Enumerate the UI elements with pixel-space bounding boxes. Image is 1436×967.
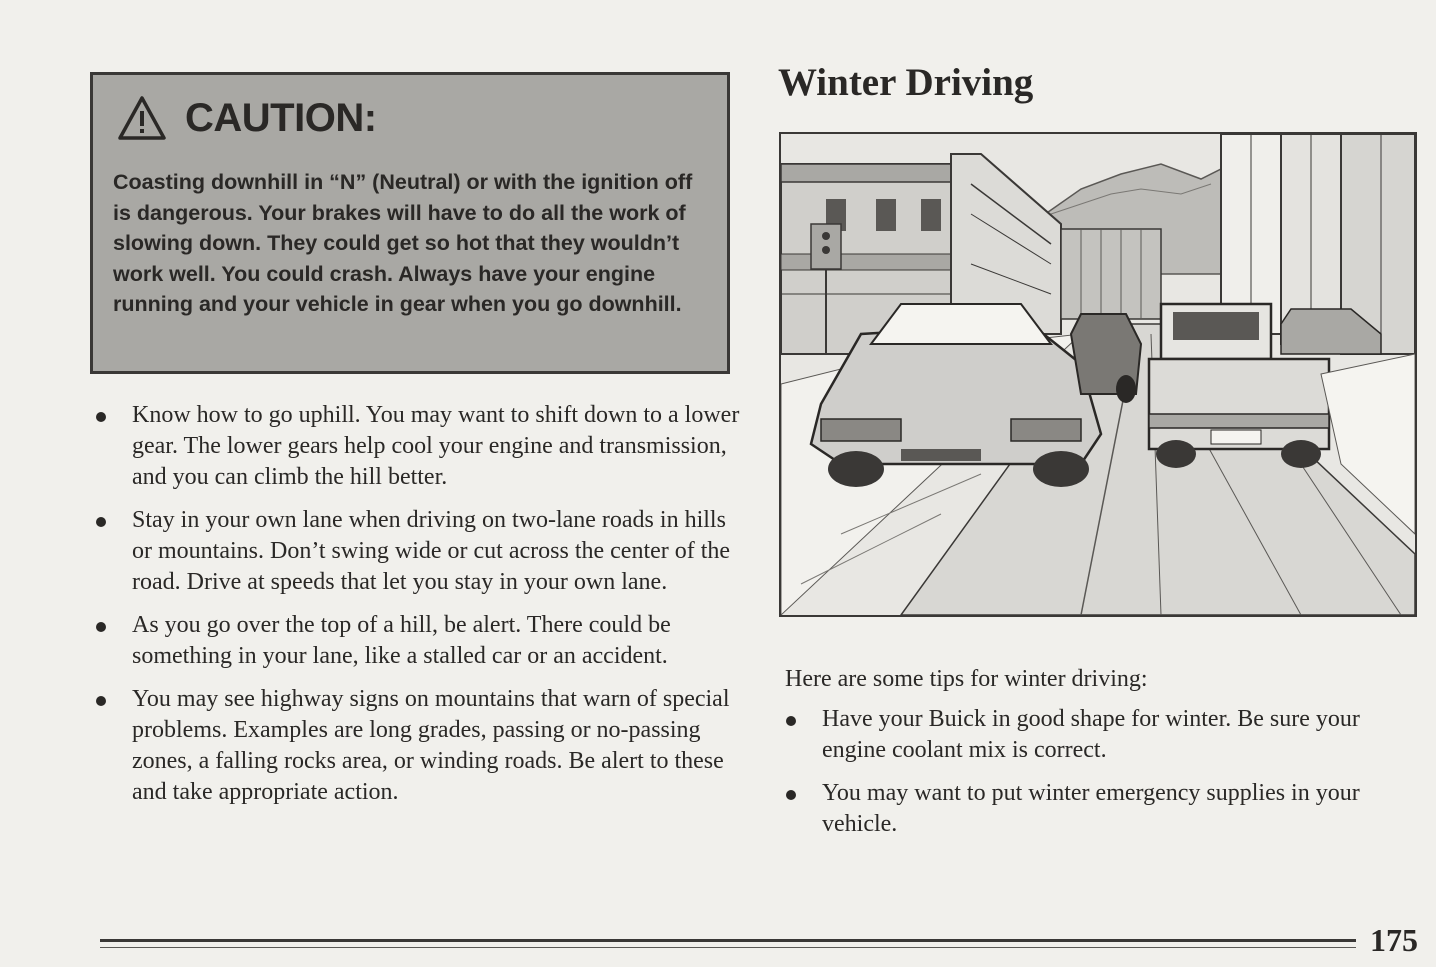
warning-triangle-icon: [117, 95, 167, 141]
winter-street-drawing: [781, 134, 1415, 615]
list-item: [94, 505, 742, 598]
list-item: [784, 778, 1404, 840]
bullet-icon: [96, 517, 106, 527]
footer-rule: [100, 939, 1356, 942]
hill-driving-list: [94, 400, 742, 820]
caution-heading: [117, 95, 377, 141]
list-item-text: You may want to put winter emergency supplies in your vehicle.: [822, 780, 1360, 837]
bullet-icon: [786, 790, 796, 800]
section-title: Winter Driving: [778, 61, 1034, 104]
list-item: [94, 400, 742, 493]
winter-tips-list: [784, 704, 1404, 852]
bullet-icon: [96, 622, 106, 632]
caution-title: CAUTION:: [185, 95, 377, 140]
list-item: [94, 610, 742, 672]
list-item: [94, 684, 742, 808]
list-item-text: Stay in your own lane when driving on two-lane roads in hills or mountains. Don’t swing wide or cut across the center of the road. Drive at speeds that let you stay in your own lane.: [132, 507, 731, 595]
list-item-text: Have your Buick in good shape for winter. Be sure your engine coolant mix is correct.: [822, 706, 1360, 763]
footer-rule-thin: [100, 947, 1356, 948]
list-item-text: You may see highway signs on mountains that warn of special problems. Examples are long grades, passing or no-passing zones, a falling rocks area, or winding roads. Be alert to these and take appropriate action.: [132, 686, 730, 805]
caution-box: [90, 72, 730, 374]
winter-street-illustration: [779, 132, 1417, 617]
list-item-text: Know how to go uphill. You may want to shift down to a lower gear. The lower gears help cool your engine and transmission, and you can climb the hill better.: [132, 402, 740, 490]
list-item: [784, 704, 1404, 766]
page-number: 175: [1370, 922, 1418, 958]
winter-intro-text: Here are some tips for winter driving:: [785, 666, 1148, 692]
bullet-icon: [96, 412, 106, 422]
list-item-text: As you go over the top of a hill, be alert. There could be something in your lane, like a stalled car or an accident.: [132, 612, 671, 669]
caution-text: Coasting downhill in “N” (Neutral) or with the ignition off is dangerous. Your brakes will have to do all the work of slowing down. They could get so hot that they wouldn’t work well. You could crash. Always have your engine running and your vehicle in gear when you go downhill.: [113, 170, 693, 316]
bullet-icon: [786, 716, 796, 726]
bullet-icon: [96, 696, 106, 706]
